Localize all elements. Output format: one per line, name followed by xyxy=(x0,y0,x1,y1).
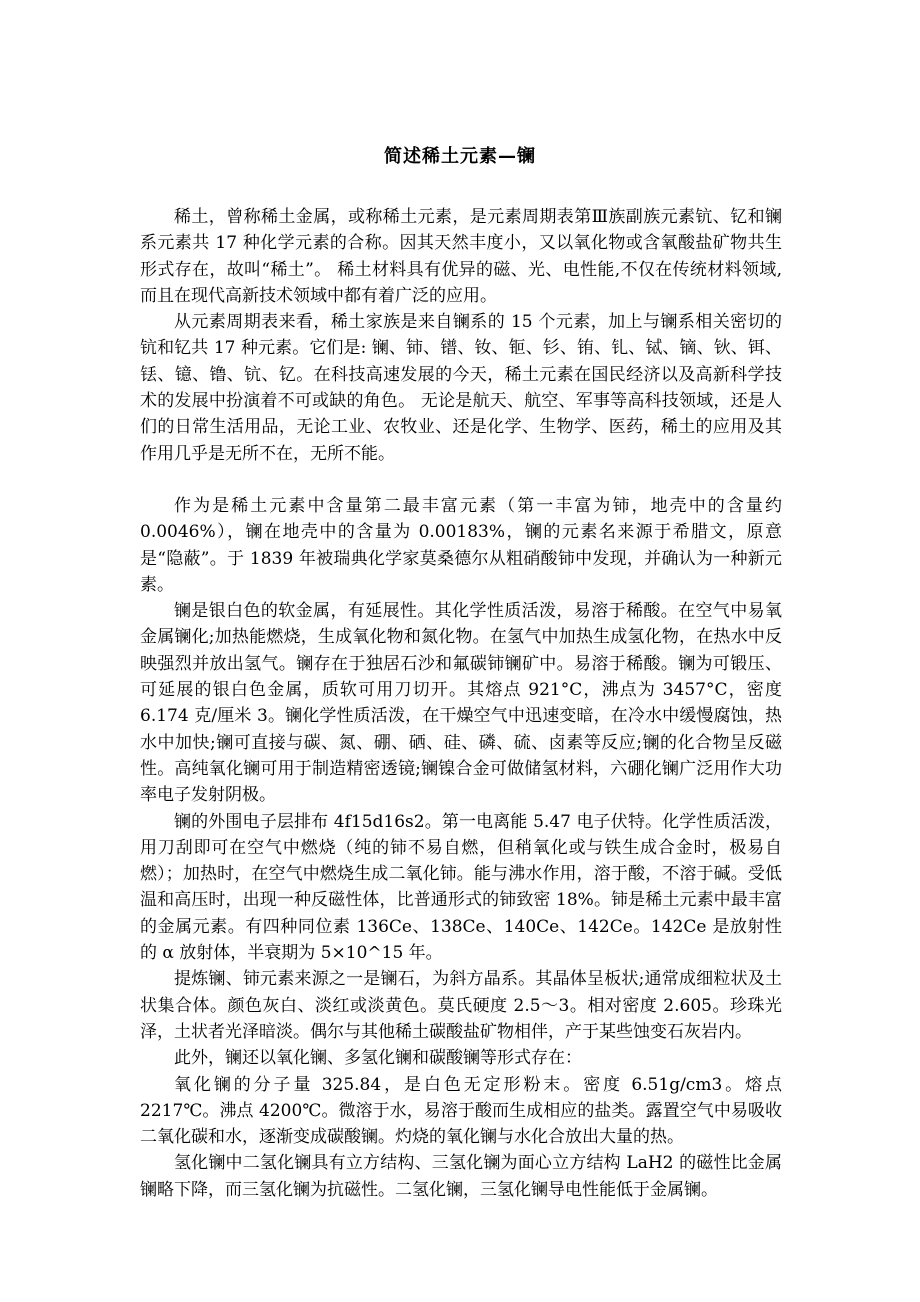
paragraph-properties: 镧是银白色的软金属，有延展性。其化学性质活泼，易溶于稀酸。在空气中易氧金属镧化;加热能燃烧，生成氧化物和氮化物。在氢气中加热生成氢化物，在热水中反映强烈并放出氢气。镧存在于独居石沙和氟碳铈镧矿中。易溶于稀酸。镧为可锻压、可延展的银白色金属，质软可用刀切开。其熔点 921°C，沸点为 3457°C，密度 6.174 克/厘米 3。镧化学性质活泼，在干燥空气中迅速变暗，在冷水中缓慢腐蚀，热水中加快;镧可直接与碳、氮、硼、硒、硅、磷、硫、卤素等反应;镧的化合物呈反磁性。高纯氧化镧可用于制造精密透镜;镧镍合金可做储氢材料，六硼化镧广泛用作大功率电子发射阴极。 xyxy=(140,601,782,806)
paragraph-intro: 稀土，曾称稀土金属，或称稀土元素，是元素周期表第Ⅲ族副族元素钪、钇和镧系元素共 17 种化学元素的合称。因其天然丰度小，又以氧化物或含氧酸盐矿物共生形式存在，故叫“稀土”。 稀土材料具有优异的磁、光、电性能,不仅在传统材料领域,而且在现代高新技术领域中都有着广泛的应用。 xyxy=(140,207,782,306)
document-body xyxy=(140,204,782,1203)
paragraph-electron-config: 镧的外围电子层排布 4f15d16s2。第一电离能 5.47 电子伏特。化学性质活泼，用刀刮即可在空气中燃烧（纯的铈不易自燃，但稍氧化或与铁生成合金时，极易自燃）；加热时，在空气中燃烧生成二氧化铈。能与沸水作用，溶于酸，不溶于碱。受低温和高压时，出现一种反磁性体，比普通形式的铈致密 18%。铈是稀土元素中最丰富的金属元素。有四种同位素 136Ce、138Ce、140Ce、142Ce。142Ce 是放射性的 α 放射体，半衰期为 5×10^15 年。 xyxy=(140,811,782,964)
paragraph-lanthanum-oxide: 氧化镧的分子量 325.84，是白色无定形粉末。密度 6.51g/cm3。熔点 2217℃。沸点 4200℃。微溶于水，易溶于酸而生成相应的盐类。露置空气中易吸收二氧化碳和水，逐渐变成碳酸镧。灼烧的氧化镧与水化合放出大量的热。 xyxy=(140,1074,782,1148)
paragraph-gap xyxy=(140,467,782,493)
paragraph-periodic-table: 从元素周期表来看，稀土家族是来自镧系的 15 个元素，加上与镧系相关密切的钪和钇共 17 种元素。它们是: 镧、铈、镨、钕、钷、钐、铕、钆、铽、镝、钬、铒、铥、镱、镥、钪、钇。在科技高速发展的今天，稀土元素在国民经济以及高新科学技术的发展中扮演着不可或缺的角色。 无论是航天、航空、军事等高科技领域，还是人们的日常生活用品，无论工业、农牧业、还是化学、生物学、医药，稀土的应用及其作用几乎是无所不在，无所不能。 xyxy=(140,312,782,464)
paragraph-abundance: 作为是稀土元素中含量第二最丰富元素（第一丰富为铈，地壳中的含量约 0.0046%），镧在地壳中的含量为 0.00183%，镧的元素名来源于希腊文，原意是“隐蔽”。于 1839 年被瑞典化学家莫桑德尔从粗硝酸铈中发现，并确认为一种新元素。 xyxy=(140,495,782,595)
paragraph-lanthanum-hydride: 氢化镧中二氢化镧具有立方结构、三氢化镧为面心立方结构 LaH2 的磁性比金属镧略下降，而三氢化镧为抗磁性。二氢化镧，三氢化镧导电性能低于金属镧。 xyxy=(140,1153,782,1200)
document-title: 简述稀土元素—镧 xyxy=(384,146,536,167)
paragraph-compounds-intro: 此外，镧还以氧化镧、多氢化镧和碳酸镧等形式存在： xyxy=(174,1048,582,1069)
paragraph-mineral: 提炼镧、铈元素来源之一是镧石，为斜方晶系。其晶体呈板状;通常成细粒状及土状集合体。颜色灰白、淡红或淡黄色。莫氏硬度 2.5～3。相对密度 2.605。珍珠光泽，土状者光泽暗淡。偶尔与其他稀土碳酸盐矿物相伴，产于某些蚀变石灰岩内。 xyxy=(140,969,782,1042)
